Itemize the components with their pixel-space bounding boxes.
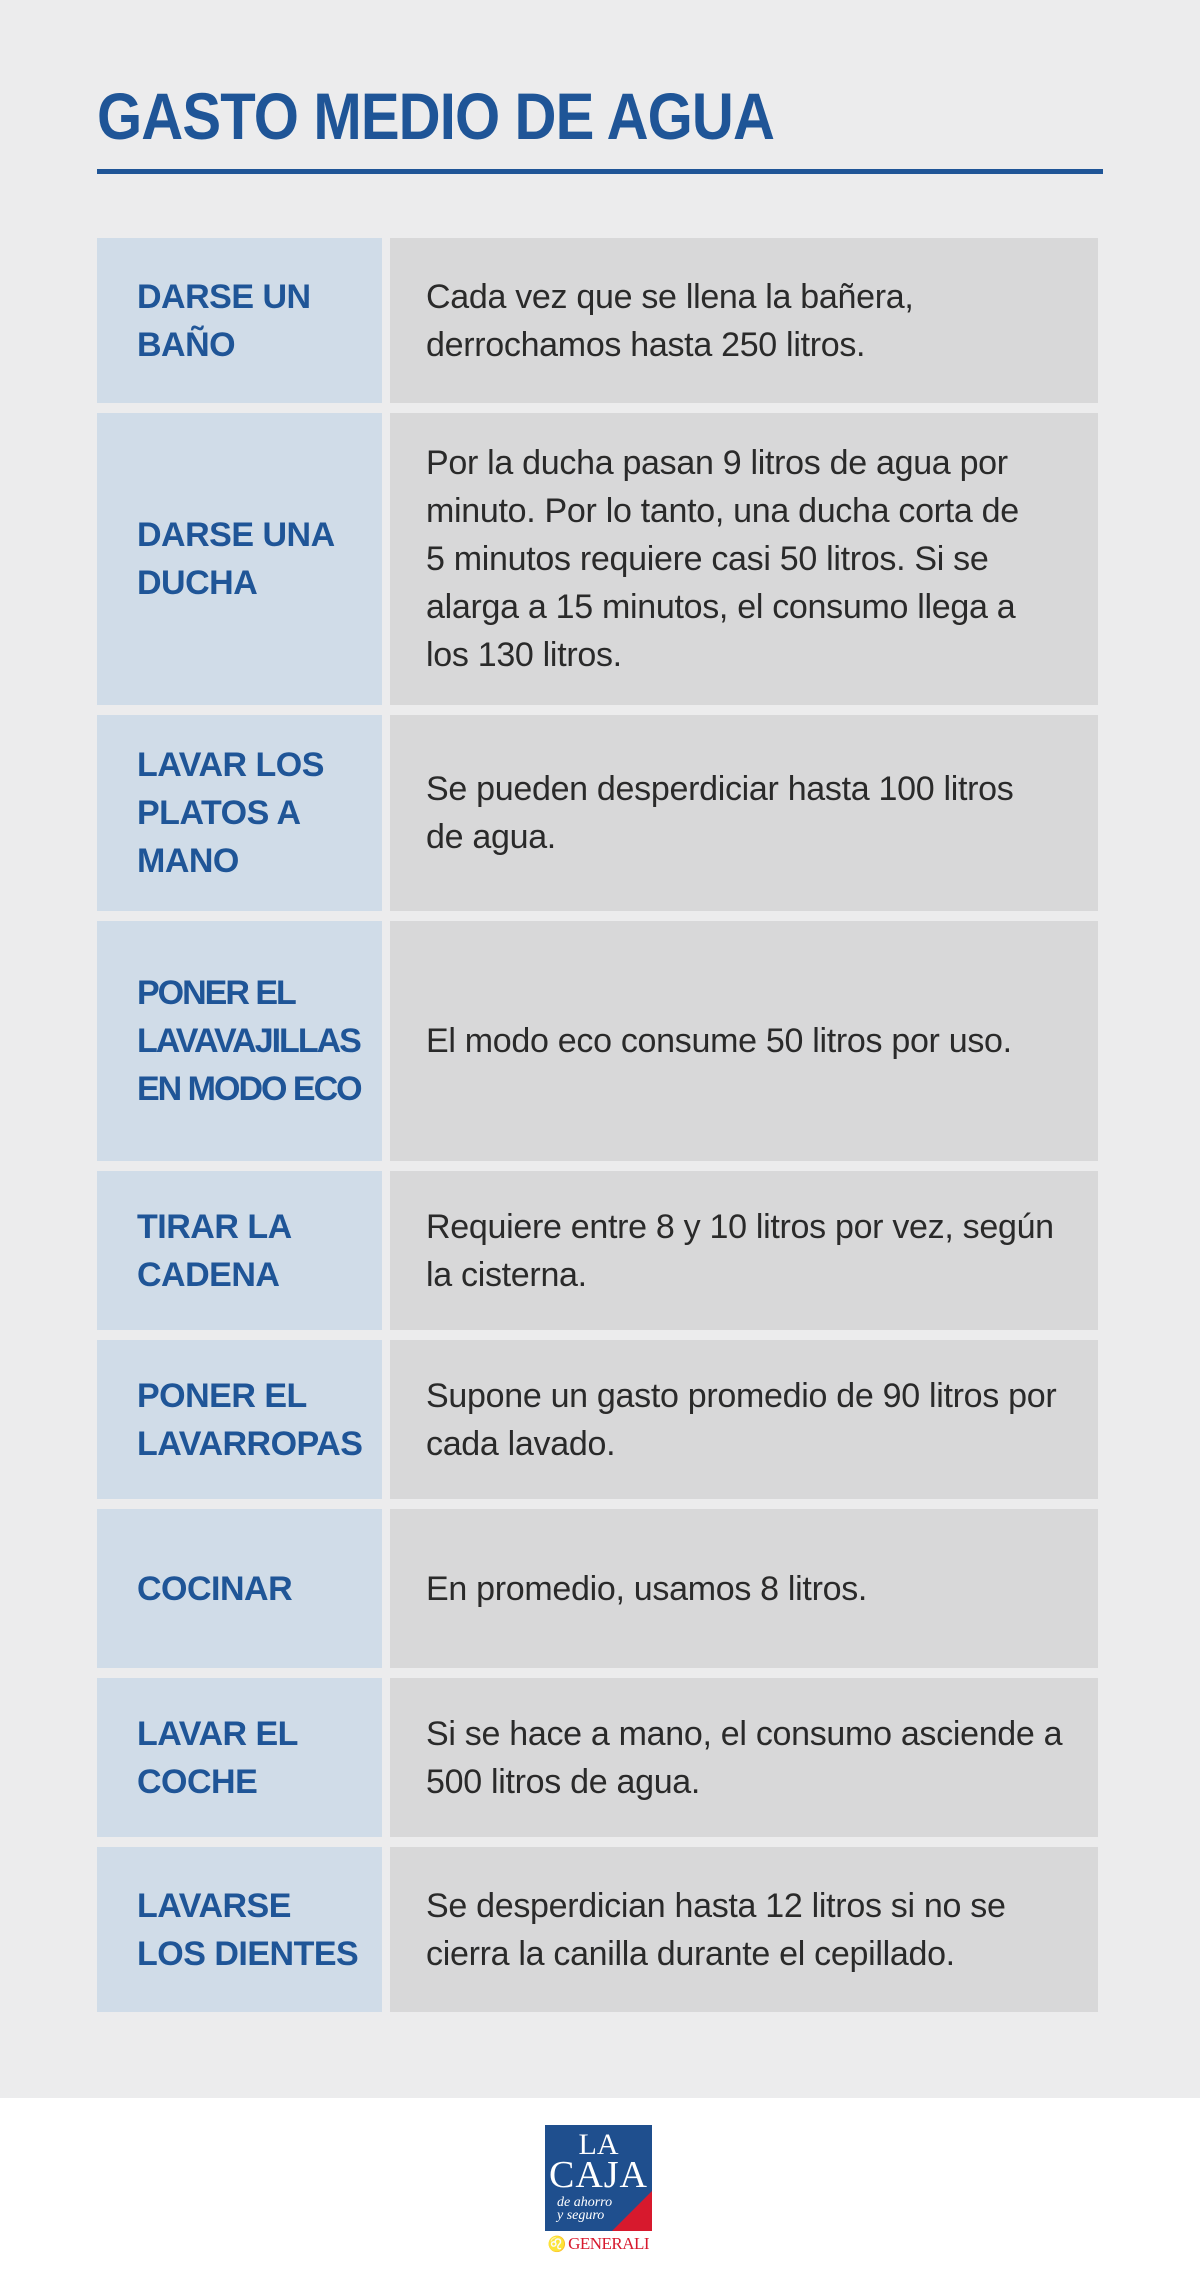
row-label: COCINAR <box>137 1569 293 1608</box>
row-description: El modo eco consume 50 litros por uso. <box>426 1022 1012 1060</box>
row-label: PONER EL LAVAVAJILLAS EN MODO ECO <box>137 974 361 1108</box>
row-description-cell <box>390 238 1098 403</box>
table-row <box>97 1171 1098 1330</box>
row-description-cell <box>390 921 1098 1161</box>
table-row <box>97 1509 1098 1668</box>
row-description: Si se hace a mano, el consumo asciende a 500 litros de agua. <box>426 1714 1063 1801</box>
row-description-cell <box>390 715 1098 911</box>
table-row <box>97 1340 1098 1499</box>
row-description-cell <box>390 1171 1098 1330</box>
row-description-cell <box>390 1678 1098 1837</box>
row-label-cell <box>97 1847 382 2012</box>
row-label-cell <box>97 413 382 705</box>
table-row <box>97 238 1098 403</box>
generali-brand <box>530 2234 667 2255</box>
row-description: En promedio, usamos 8 litros. <box>426 1569 868 1608</box>
logo-tagline: de ahorro y seguro <box>557 2195 613 2223</box>
row-label-cell <box>97 715 382 911</box>
table-row <box>97 1678 1098 1837</box>
row-label-cell <box>97 1340 382 1499</box>
water-usage-table <box>97 238 1098 2012</box>
table-row <box>97 715 1098 911</box>
row-label: PONER EL LAVARROPAS <box>137 1376 363 1463</box>
row-description: Supone un gasto promedio de 90 litros por cada lavado. <box>426 1376 1057 1463</box>
row-label: LAVAR EL COCHE <box>137 1714 298 1801</box>
row-label: LAVAR LOS PLATOS A MANO <box>137 746 324 880</box>
row-description-cell <box>390 413 1098 705</box>
row-description: Se pueden desperdiciar hasta 100 litros de agua. <box>426 770 1014 856</box>
table-row <box>97 921 1098 1161</box>
row-label: DARSE UNA DUCHA <box>137 516 335 602</box>
row-description: Se desperdician hasta 12 litros si no se cierra la canilla durante el cepillado. <box>426 1886 1006 1973</box>
la-caja-logo <box>545 2125 652 2231</box>
row-label-cell <box>97 238 382 403</box>
lion-icon: ♌ <box>547 2237 567 2253</box>
table-row <box>97 413 1098 705</box>
row-label-cell <box>97 1171 382 1330</box>
row-description-cell <box>390 1340 1098 1499</box>
title-divider <box>97 169 1103 174</box>
row-label: LAVARSE LOS DIENTES <box>137 1886 359 1973</box>
brand-name: GENERALI <box>568 2234 650 2253</box>
row-label-cell <box>97 921 382 1161</box>
row-label: TIRAR LA CADENA <box>137 1207 292 1294</box>
row-description: Requiere entre 8 y 10 litros por vez, según la cisterna. <box>426 1207 1054 1294</box>
row-description: Por la ducha pasan 9 litros de agua por minuto. Por lo tanto, una ducha corta de 5 minutos requiere casi 50 litros. Si se alarga a 15 minutos, el consumo llega a los 130 litros. <box>426 444 1019 674</box>
table-row <box>97 1847 1098 2012</box>
logo-line-2: CAJA <box>548 2154 649 2196</box>
row-description-cell <box>390 1509 1098 1668</box>
row-description: Cada vez que se llena la bañera, derrochamos hasta 250 litros. <box>426 277 914 364</box>
row-label-cell <box>97 1509 382 1668</box>
page-title: GASTO MEDIO DE AGUA <box>97 79 775 153</box>
logo-line-1: LA <box>578 2128 619 2161</box>
row-description-cell <box>390 1847 1098 2012</box>
row-label-cell <box>97 1678 382 1837</box>
row-label: DARSE UN BAÑO <box>137 277 311 364</box>
